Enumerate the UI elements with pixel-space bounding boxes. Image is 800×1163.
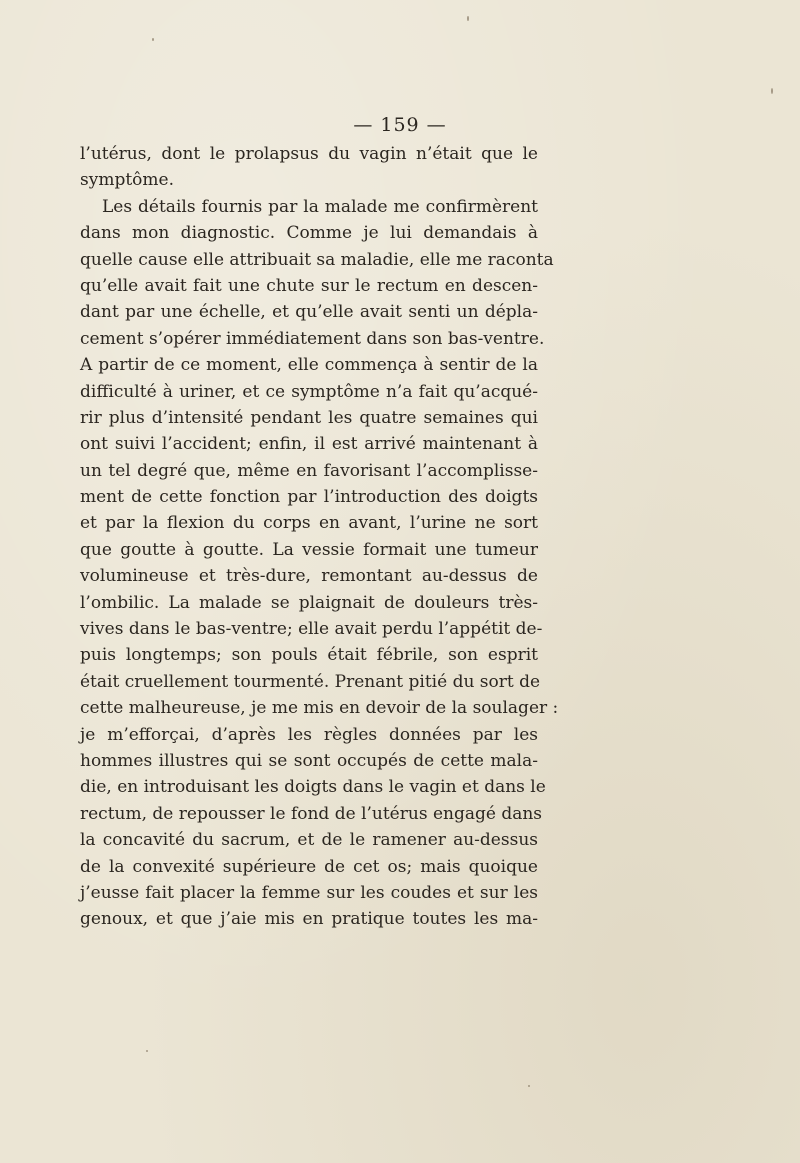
text-line: difficulté à uriner, et ce symptôme n’a fait qu’acqué- xyxy=(80,381,538,402)
text-line: était cruellement tourmenté. Prenant pitié du sort de xyxy=(80,671,541,692)
text-line: genoux, et que j’aie mis en pratique toutes les ma- xyxy=(80,909,538,930)
paper-speck xyxy=(152,38,154,41)
text-line: die, en introduisant les doigts dans le vagin et dans le xyxy=(80,777,546,798)
text-line: puis longtemps; son pouls était fébrile, son esprit xyxy=(80,645,538,666)
text-line: que goutte à goutte. La vessie formait une tumeur xyxy=(80,539,538,560)
text-line: l’utérus, dont le prolapsus du vagin n’était que le xyxy=(80,144,538,164)
text-line: la concavité du sacrum, et de le ramener au-dessus xyxy=(80,830,538,851)
text-line: symptôme. xyxy=(80,170,174,191)
text-line: l’ombilic. La malade se plaignait de douleurs très- xyxy=(80,592,538,613)
text-line: ment de cette fonction par l’introduction des doigts xyxy=(80,487,538,508)
text-line: dans mon diagnostic. Comme je lui demandais à xyxy=(80,223,538,244)
text-line: rir plus d’intensité pendant les quatre semaines qui xyxy=(80,407,538,428)
text-line: volumineuse et très-dure, remontant au-dessus de xyxy=(80,566,538,587)
text-line: Les détails fournis par la malade me confirmèrent xyxy=(102,196,538,217)
text-line: rectum, de repousser le fond de l’utérus engagé dans xyxy=(80,803,543,824)
body-text xyxy=(80,141,559,933)
text-line: vives dans le bas-ventre; elle avait perdu l’appétit de- xyxy=(80,619,543,640)
text-line: j’eusse fait placer la femme sur les coudes et sur les xyxy=(80,882,538,903)
text-line: dant par une échelle, et qu’elle avait senti un dépla- xyxy=(80,302,538,323)
page-number: — 159 — xyxy=(353,114,447,136)
text-line: et par la flexion du corps en avant, l’urine ne sort xyxy=(80,513,538,534)
text-line: cette malheureuse, je me mis en devoir de la soulager : xyxy=(80,698,559,719)
text-line: A partir de ce moment, elle commença à sentir de la xyxy=(80,355,538,376)
text-line: un tel degré que, même en favorisant l’accomplisse- xyxy=(80,460,538,481)
text-line: hommes illustres qui se sont occupés de cette mala- xyxy=(80,750,538,771)
text-line: ont suivi l’accident; enfin, il est arrivé maintenant à xyxy=(80,434,538,455)
text-line: de la convexité supérieure de cet os; mais quoique xyxy=(80,856,538,877)
text-line: qu’elle avait fait une chute sur le rectum en descen- xyxy=(80,275,538,296)
text-line: quelle cause elle attribuait sa maladie, elle me raconta xyxy=(80,249,554,270)
text-line: cement s’opérer immédiatement dans son bas-ventre. xyxy=(80,328,545,349)
text-line: je m’efforçai, d’après les règles données par les xyxy=(80,724,538,745)
paper-speck xyxy=(771,88,773,94)
paper-speck xyxy=(528,1085,530,1087)
paper-speck xyxy=(467,16,469,21)
paper-speck xyxy=(146,1050,148,1052)
